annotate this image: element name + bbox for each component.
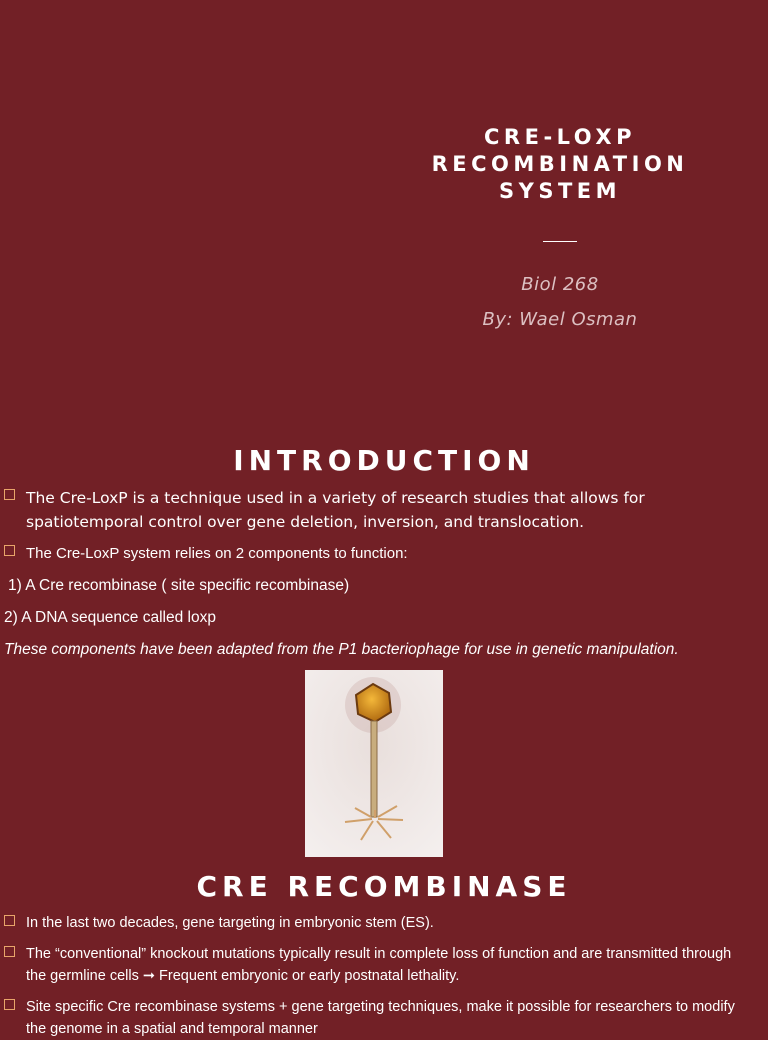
bacteriophage-micrograph [305,670,443,857]
intro-bullet-1 [4,486,744,534]
intro-bullet-2 [4,542,744,566]
cre-bullet-2 [4,943,744,987]
cre-bullet-1-text: In the last two decades, gene targeting in embryonic stem (ES). [26,915,434,931]
title-block [400,124,720,330]
bullet-square-icon [4,946,15,957]
course-label: Biol 268 [521,274,599,295]
intro-note: These components have been adapted from the P1 bacteriophage for use in genetic manipulation. [4,641,679,658]
intro-bullet-1-text: The Cre-LoxP is a technique used in a variety of research studies that allows for spatiotemporal control over gene deletion, inversion, and translocation. [26,489,645,531]
component-item-1: 1) A Cre recombinase ( site specific recombinase) [8,577,350,594]
intro-heading: INTRODUCTION [233,444,535,477]
cre-bullet-3-text: Site specific Cre recombinase systems + gene targeting techniques, make it possible for researchers to modify the genome in a spatial and temporal manner [26,999,735,1037]
title-divider [543,241,577,242]
bullet-square-icon [4,545,15,556]
cre-bullet-2-text: The “conventional” knockout mutations typically result in complete loss of function and are transmitted through the germline cells ➞ Frequent embryonic or early postnatal lethality. [26,946,732,984]
bullet-square-icon [4,489,15,500]
author-label: By: Wael Osman [482,309,638,330]
cre-bullet-3 [4,996,744,1040]
cre-heading: CRE RECOMBINASE [196,870,572,903]
title-line-1: CRE-LOXP [484,125,636,149]
cre-bullet-1 [4,912,744,934]
title-line-3: SYSTEM [498,179,622,203]
title-line-2: RECOMBINATION [431,152,689,176]
bullet-square-icon [4,999,15,1010]
component-item-2: 2) A DNA sequence called loxp [4,609,216,626]
intro-bullet-2-text: The Cre-LoxP system relies on 2 components to function: [26,545,408,562]
bullet-square-icon [4,915,15,926]
